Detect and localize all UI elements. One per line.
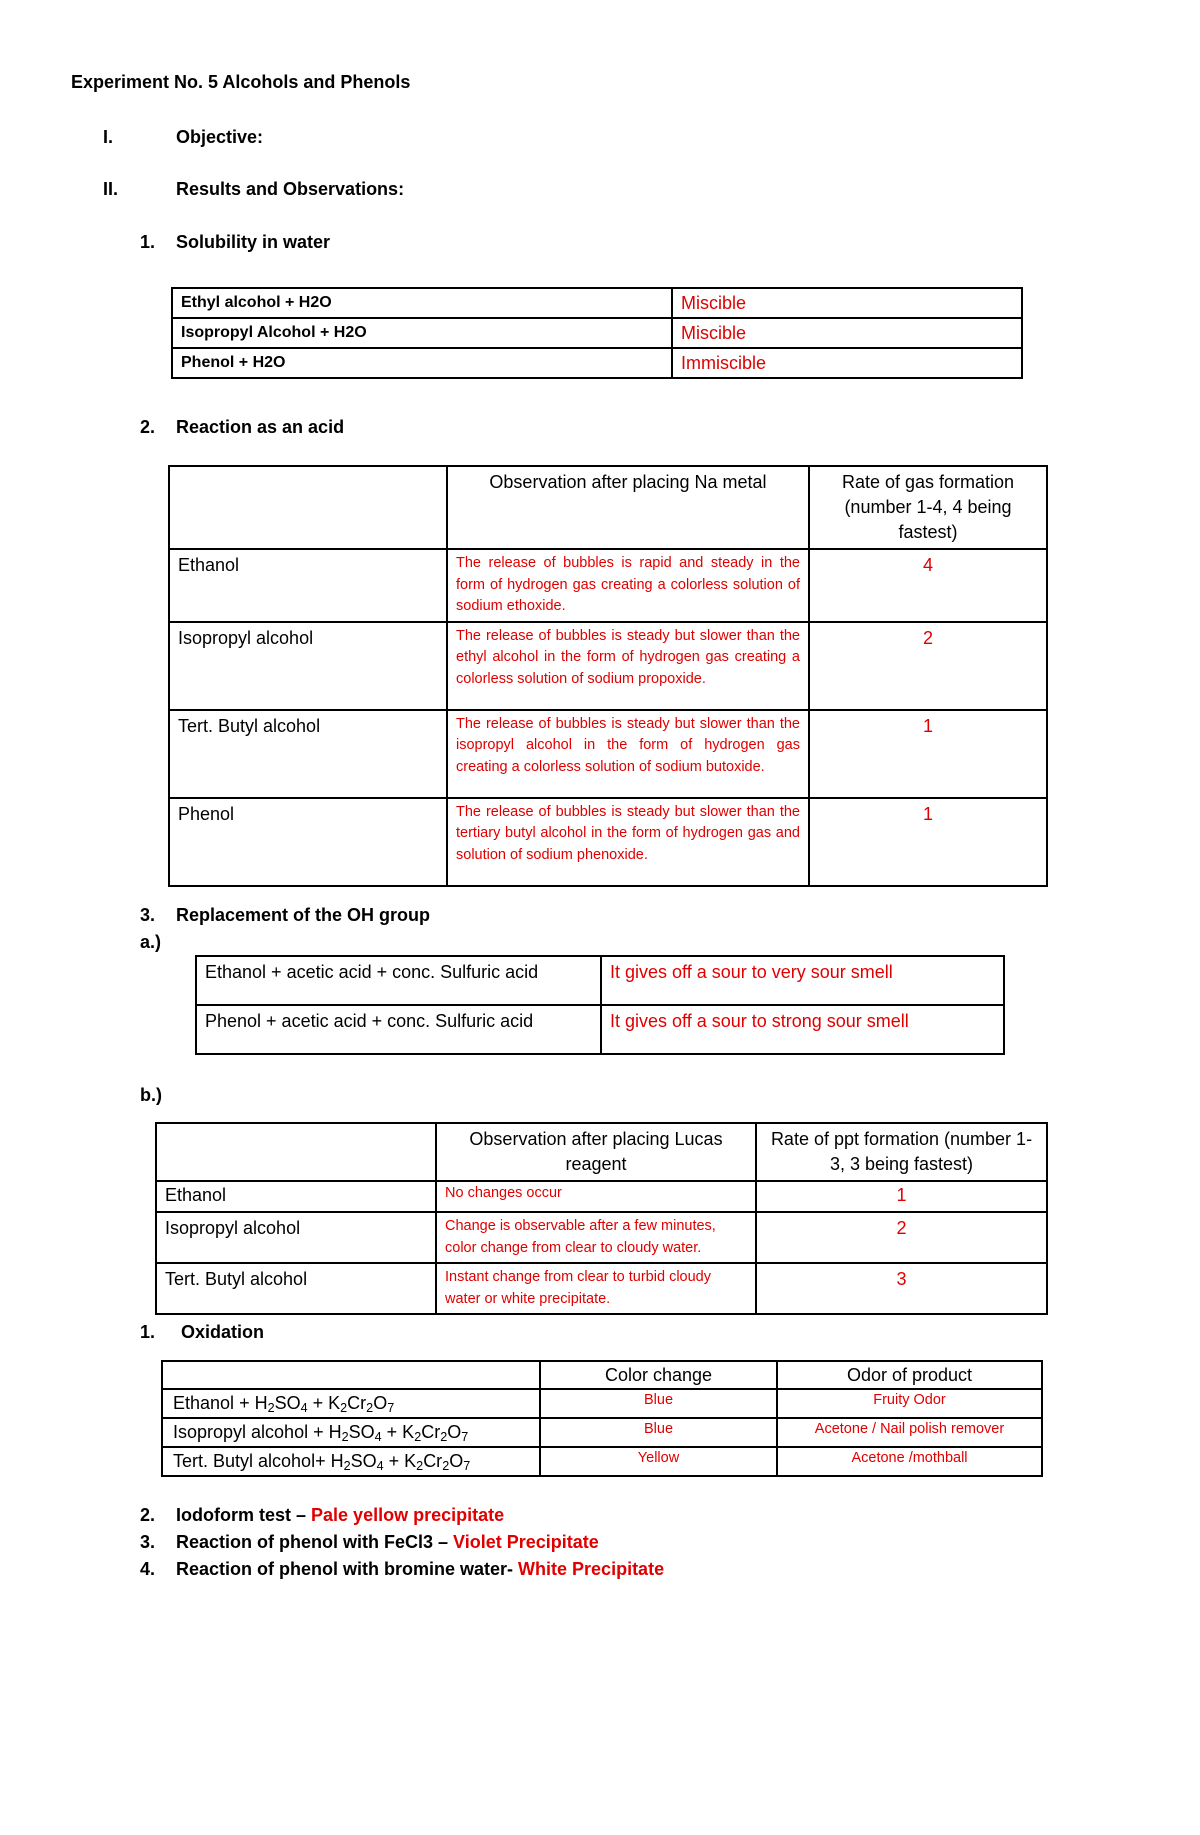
table-row: [196, 1005, 1004, 1054]
lucas-col2-header: Rate of ppt formation (number 1-3, 3 being fastest): [756, 1123, 1047, 1181]
iodoform-test: Iodoform test – Pale yellow precipitate: [176, 1505, 505, 1525]
oxidation-color-cell: Blue: [540, 1418, 777, 1447]
replacement-a-table: [195, 955, 1005, 1055]
table-row: [169, 622, 1047, 710]
lucas-obs-cell: Change is observable after a few minutes, color change from clear to cloudy water.: [436, 1212, 756, 1263]
table-row: [162, 1389, 1042, 1418]
section-results-num: II.: [103, 179, 119, 199]
acid-heading: Reaction as an acid: [176, 417, 345, 437]
replacement-heading: Replacement of the OH group: [176, 905, 431, 925]
header-blank-cell: [156, 1123, 436, 1181]
acid-col2-header: Rate of gas formation (number 1-4, 4 being fastest): [809, 466, 1047, 549]
oxidation-odor-cell: Acetone / Nail polish remover: [777, 1418, 1042, 1447]
acid-rate-cell: 1: [809, 710, 1047, 798]
iodoform-result: Pale yellow precipitate: [311, 1505, 505, 1525]
fecl3-result: Violet Precipitate: [453, 1532, 599, 1552]
section-results-label: Results and Observations:: [176, 179, 405, 199]
oxidation-sample-cell: Tert. Butyl alcohol+ $H_2SO_4 + K_2Cr_2O_7$: [162, 1447, 540, 1476]
table-row: [196, 956, 1004, 1005]
lucas-sample-cell: Tert. Butyl alcohol: [156, 1263, 436, 1314]
oxidation-color-cell: Blue: [540, 1389, 777, 1418]
acid-table: [168, 465, 1048, 887]
solubility-test-cell: Isopropyl Alcohol + H2O: [172, 318, 672, 348]
iodoform-num: 2.: [140, 1505, 156, 1525]
table-row: [172, 288, 1022, 318]
replacement-result-cell: It gives off a sour to strong sour smell: [601, 1005, 1004, 1054]
lucas-sample-cell: Isopropyl alcohol: [156, 1212, 436, 1263]
solubility-result-cell: Immiscible: [672, 348, 1022, 378]
acid-obs-cell: The release of bubbles is steady but slower than the ethyl alcohol in the form of hydrogen gas creating a colorless solution of sodium propoxide.: [447, 622, 809, 710]
solubility-test-cell: Phenol + H2O: [172, 348, 672, 378]
table-row: [169, 549, 1047, 622]
oxidation-heading: Oxidation: [181, 1322, 265, 1342]
replacement-test-cell: Phenol + acetic acid + conc. Sulfuric acid: [196, 1005, 601, 1054]
fecl3-num: 3.: [140, 1532, 156, 1552]
acid-obs-cell: The release of bubbles is steady but slower than the tertiary butyl alcohol in the form of hydrogen gas and solution of sodium phenoxide.: [447, 798, 809, 886]
acid-sample-cell: Phenol: [169, 798, 447, 886]
table-row: [156, 1212, 1047, 1263]
solubility-result-cell: Miscible: [672, 288, 1022, 318]
oxidation-sample-cell: Isopropyl alcohol + $H_2SO_4 + K_2Cr_2O_7$: [162, 1418, 540, 1447]
table-header-row: [156, 1123, 1047, 1181]
solubility-table: [171, 287, 1023, 379]
replacement-b-table: [155, 1122, 1048, 1315]
acid-sample-cell: Tert. Butyl alcohol: [169, 710, 447, 798]
acid-rate-cell: 4: [809, 549, 1047, 622]
lucas-rate-cell: 2: [756, 1212, 1047, 1263]
acid-rate-cell: 1: [809, 798, 1047, 886]
lucas-obs-cell: Instant change from clear to turbid cloudy water or white precipitate.: [436, 1263, 756, 1314]
section-objective-label: Objective:: [176, 127, 264, 147]
bromine-result: White Precipitate: [518, 1559, 665, 1579]
solubility-heading: Solubility in water: [176, 232, 331, 252]
bromine-num: 4.: [140, 1559, 156, 1579]
header-blank-cell: [162, 1361, 540, 1389]
section-objective-num: I.: [103, 127, 114, 147]
lucas-obs-cell: No changes occur: [436, 1181, 756, 1212]
acid-col1-header: Observation after placing Na metal: [447, 466, 809, 549]
replacement-test-cell: Ethanol + acetic acid + conc. Sulfuric acid: [196, 956, 601, 1005]
oxidation-table: [161, 1360, 1043, 1477]
bromine-test: Reaction of phenol with bromine water- White Precipitate: [176, 1559, 665, 1579]
replacement-part-b: b.): [140, 1085, 162, 1105]
lucas-col1-header: Observation after placing Lucas reagent: [436, 1123, 756, 1181]
table-row: [156, 1181, 1047, 1212]
acid-num: 2.: [140, 417, 156, 437]
table-row: [156, 1263, 1047, 1314]
lucas-rate-cell: 1: [756, 1181, 1047, 1212]
acid-obs-cell: The release of bubbles is rapid and steady in the form of hydrogen gas creating a colorless solution of sodium ethoxide.: [447, 549, 809, 622]
oxidation-odor-cell: Acetone /mothball: [777, 1447, 1042, 1476]
oxidation-col2-header: Odor of product: [777, 1361, 1042, 1389]
lucas-sample-cell: Ethanol: [156, 1181, 436, 1212]
acid-obs-cell: The release of bubbles is steady but slower than the isopropyl alcohol in the form of hydrogen gas creating a colorless solution of sodium butoxide.: [447, 710, 809, 798]
replacement-part-a: a.): [140, 932, 162, 952]
oxidation-col1-header: Color change: [540, 1361, 777, 1389]
solubility-test-cell: Ethyl alcohol + H2O: [172, 288, 672, 318]
table-header-row: [162, 1361, 1042, 1389]
table-row: [169, 710, 1047, 798]
table-row: [172, 318, 1022, 348]
table-row: [172, 348, 1022, 378]
acid-sample-cell: Isopropyl alcohol: [169, 622, 447, 710]
acid-sample-cell: Ethanol: [169, 549, 447, 622]
fecl3-test: Reaction of phenol with FeCl3 – Violet Precipitate: [176, 1532, 599, 1552]
oxidation-odor-cell: Fruity Odor: [777, 1389, 1042, 1418]
table-row: [162, 1447, 1042, 1476]
solubility-num: 1.: [140, 232, 156, 252]
replacement-num: 3.: [140, 905, 156, 925]
page-title: Experiment No. 5 Alcohols and Phenols: [71, 72, 411, 92]
acid-rate-cell: 2: [809, 622, 1047, 710]
oxidation-sample-cell: Ethanol + $H_2SO_4 + K_2Cr_2O_7$: [162, 1389, 540, 1418]
oxidation-color-cell: Yellow: [540, 1447, 777, 1476]
header-blank-cell: [169, 466, 447, 549]
table-row: [169, 798, 1047, 886]
solubility-result-cell: Miscible: [672, 318, 1022, 348]
oxidation-num: 1.: [140, 1322, 156, 1342]
table-header-row: [169, 466, 1047, 549]
replacement-result-cell: It gives off a sour to very sour smell: [601, 956, 1004, 1005]
lucas-rate-cell: 3: [756, 1263, 1047, 1314]
table-row: [162, 1418, 1042, 1447]
